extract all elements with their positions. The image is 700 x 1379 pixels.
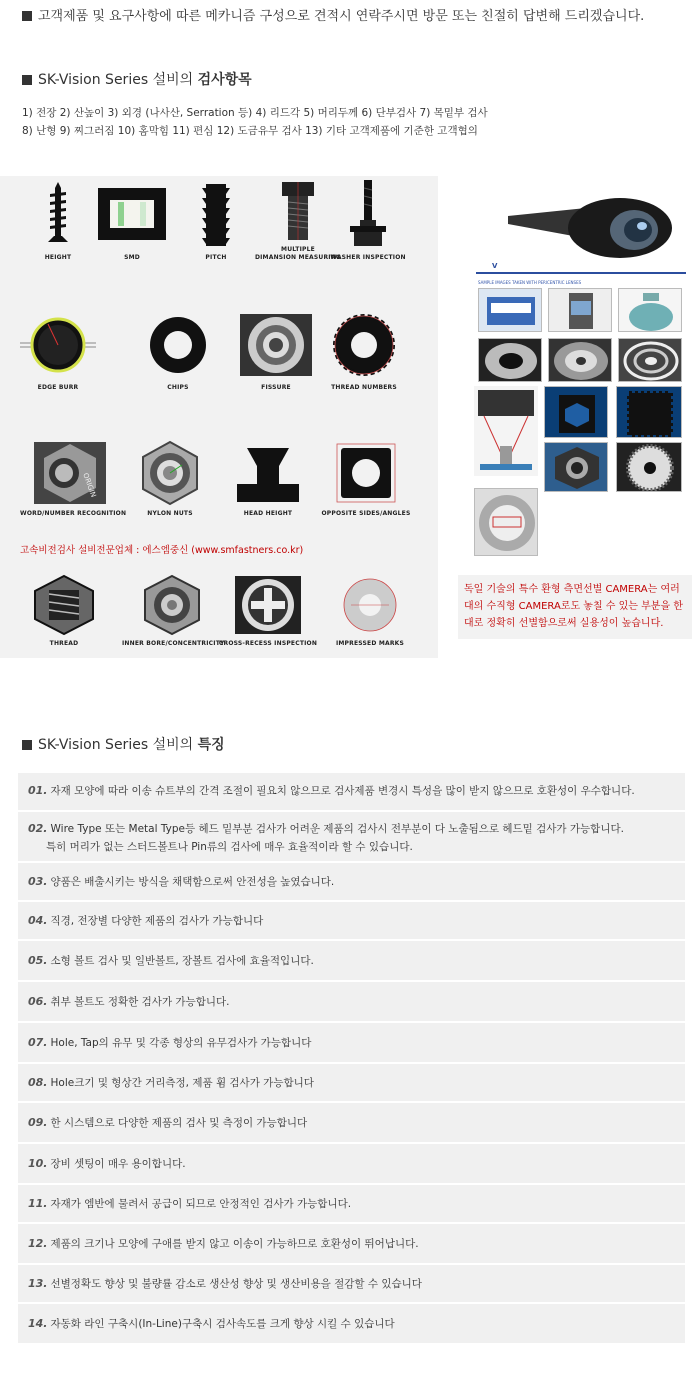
head-height-icon: [233, 440, 303, 506]
head-height-sample: [218, 440, 318, 518]
sample-ring-3: [618, 338, 682, 382]
inner-bore-icon: [139, 574, 205, 636]
inspection-items-line-1: 1) 전장 2) 산높이 3) 외경 (나사산, Serration 등) 4) 리드각 5) 머리두께 6) 단부검사 7) 목밑부 검사: [22, 107, 488, 119]
feature-item-13: 13. 선별정확도 향상 및 불량률 감소로 생산성 향상 및 생산비용을 절감할 수 있습니다: [18, 1265, 685, 1303]
inspection-items: [22, 104, 692, 140]
bolt-pitch-icon: [186, 180, 246, 250]
washer-caption: WASHER INSPECTION: [330, 254, 406, 261]
square-bullet-icon: [22, 75, 32, 85]
smd-caption: SMD: [124, 254, 140, 261]
camera-divider: [476, 272, 686, 274]
thread-caption: THREAD: [49, 640, 79, 647]
washer-bolt-icon: [338, 180, 398, 250]
impressed-caption: IMPRESSED MARKS: [335, 640, 405, 647]
inspection-section-title: SK-Vision Series 설비의 검사항목: [22, 70, 252, 90]
camera-subhead: SAMPLE IMAGES TAKEN WITH PERICENTRIC LENSES: [478, 280, 582, 285]
sample-hex-nut: [544, 442, 608, 492]
nut-marking-text: ORIGIN: [81, 471, 98, 499]
camera-samples-panel: [470, 176, 688, 560]
feature-item-03: 03. 양품은 배출시키는 방식을 채택함으로써 안전성을 높였습니다.: [18, 863, 685, 901]
square-bullet-icon: [22, 740, 32, 750]
sample-setup: [474, 386, 538, 476]
sample-hex-socket: [544, 386, 608, 438]
height-caption: HEIGHT: [44, 254, 72, 261]
opposite-sides-sample: [316, 440, 416, 518]
thread-numbers-icon: [329, 310, 399, 380]
chips-ring-icon: [143, 310, 213, 380]
inner-bore-sample: [122, 574, 225, 648]
fissure-caption: FISSURE: [261, 384, 291, 391]
disc-sample-icon: [475, 489, 538, 556]
fissure-ring-icon: [238, 310, 314, 380]
camera-brand: V: [492, 262, 498, 270]
hex-nut-thread-icon: [29, 574, 99, 636]
cross-recess-caption: CROSS-RECESS INSPECTION: [218, 640, 318, 647]
opposite-caption: OPPOSITE SIDES/ANGLES: [321, 510, 411, 517]
sample-bottle: [618, 288, 682, 332]
company-notice: 고속비전검사 설비전문업체 : 에스엠중신 (www.smfastners.co.kr): [20, 545, 304, 556]
bottle-icon: [619, 289, 682, 332]
sample-gear: [616, 386, 682, 438]
features-section-title: SK-Vision Series 설비의 특징: [22, 735, 225, 755]
sample-ring-2: [548, 338, 612, 382]
word-caption: WORD/NUMBER RECOGNITION: [20, 510, 127, 517]
pitch-caption: PITCH: [205, 254, 227, 261]
burst-sample-icon: [549, 339, 612, 382]
nylon-nuts-sample: [120, 440, 220, 518]
intro-text: 고객제품 및 요구사항에 따른 메카니즘 구성으로 견적시 연락주시면 방문 또는 친절히 답변해 드리겠습니다.: [22, 8, 692, 26]
star-sample-icon: [617, 443, 682, 492]
nut-marking-icon: [30, 440, 110, 506]
sample-star: [616, 442, 682, 492]
washer-sample: [318, 180, 418, 262]
screw-height-icon: [28, 180, 88, 250]
impressed-marks-sample: [320, 574, 420, 648]
package-icon: [479, 289, 542, 332]
hex-nut-sample-icon: [545, 443, 608, 492]
edge-burr-icon: [18, 310, 98, 380]
feature-item-01: 01. 자재 모양에 따라 이송 슈트부의 간격 조절이 필요치 않으므로 검사제품 변경시 특성을 많이 받지 않으므로 호환성이 우수합니다.: [18, 773, 685, 811]
ring-sample-icon: [479, 339, 542, 382]
nylon-caption: NYLON NUTS: [147, 510, 193, 517]
feature-item-14: 14. 자동화 라인 구축시(In-Line)구축시 검사속도를 크게 향상 시킬 수 있습니다: [18, 1304, 685, 1344]
nylon-nut-icon: [137, 440, 203, 506]
cross-recess-sample: [218, 574, 318, 648]
rings-sample-icon: [619, 339, 682, 382]
can-icon: [549, 289, 612, 332]
feature-item-11: 11. 자재가 엠반에 물려서 공급이 되므로 안정적인 검사가 가능합니다.: [18, 1185, 685, 1223]
inspection-types-panel: [0, 176, 438, 658]
feature-item-12: 12. 제품의 크기나 모양에 구애를 받지 않고 이송이 가능하므로 호환성이 뛰어납니다.: [18, 1224, 685, 1264]
multiple-caption-2: DIMANSION MEASURING: [254, 254, 342, 261]
word-recognition-sample: [20, 440, 127, 518]
impressed-marks-icon: [337, 574, 403, 636]
pericentric-lens-icon: [506, 190, 676, 260]
edge-burr-caption: EDGE BURR: [37, 384, 79, 391]
gear-sample-icon: [617, 387, 682, 438]
feature-item-06: 06. 취부 볼트도 정확한 검사가 가능합니다.: [18, 982, 685, 1022]
inner-bore-caption: INNER BORE/CONCENTRICITY: [122, 640, 225, 647]
feature-item-02: 02. Wire Type 또는 Metal Type등 헤드 밑부분 검사가 어려운 제품의 검사시 전부분이 다 노출됨으로 헤드밑 검사가 가능합니다. 특히 머리가 없는 스터드볼트나 Pin류의 검사에 매우 효율적이라 할 수 있습니다.: [18, 812, 685, 862]
sample-can: [548, 288, 612, 332]
feature-item-08: 08. Hole크기 및 형상간 거리측정, 제품 휨 검사가 가능합니다: [18, 1064, 685, 1102]
cross-recess-icon: [231, 574, 305, 636]
multiple-caption-1: MULTIPLE: [281, 246, 315, 253]
feature-item-04: 04. 직경, 전장별 다양한 제품의 검사가 가능합니다: [18, 902, 685, 940]
feature-item-10: 10. 장비 셋팅이 매우 용이합니다.: [18, 1144, 685, 1184]
feature-item-07: 07. Hole, Tap의 유무 및 각종 형상의 유무검사가 가능합니다: [18, 1023, 685, 1063]
sample-ring-1: [478, 338, 542, 382]
sample-box: [478, 288, 542, 332]
inspection-items-line-2: 8) 난형 9) 찌그러짐 10) 홈막힘 11) 편심 12) 도금유무 검사 13) 기타 고객제품에 기준한 고객협의: [22, 125, 478, 137]
chips-caption: CHIPS: [167, 384, 189, 391]
thread-numbers-sample: [314, 310, 414, 392]
camera-note: 독일 기술의 특수 환형 측면선별 CAMERA는 여러대의 수직형 CAMERA로도 놓칠 수 있는 부분을 한대로 정확히 선별함으로써 실용성이 높습니다.: [458, 575, 692, 639]
fissure-sample: [226, 310, 326, 392]
camera-setup-icon: [474, 386, 538, 476]
thread-sample: [14, 574, 114, 648]
square-bullet-icon: [22, 11, 32, 21]
feature-item-05: 05. 소형 볼트 검사 및 일반볼트, 장볼트 검사에 효율적입니다.: [18, 941, 685, 981]
opposite-sides-icon: [333, 440, 399, 506]
socket-sample-icon: [545, 387, 608, 438]
edge-burr-sample: [8, 310, 108, 392]
smd-component-icon: [96, 180, 168, 250]
sample-disc: [474, 488, 538, 556]
head-height-caption: HEAD HEIGHT: [243, 510, 293, 517]
feature-item-09: 09. 한 시스템으로 다양한 제품의 검사 및 측정이 가능합니다: [18, 1103, 685, 1143]
thread-numbers-caption: THREAD NUMBERS: [331, 384, 397, 391]
chips-sample: [128, 310, 228, 392]
